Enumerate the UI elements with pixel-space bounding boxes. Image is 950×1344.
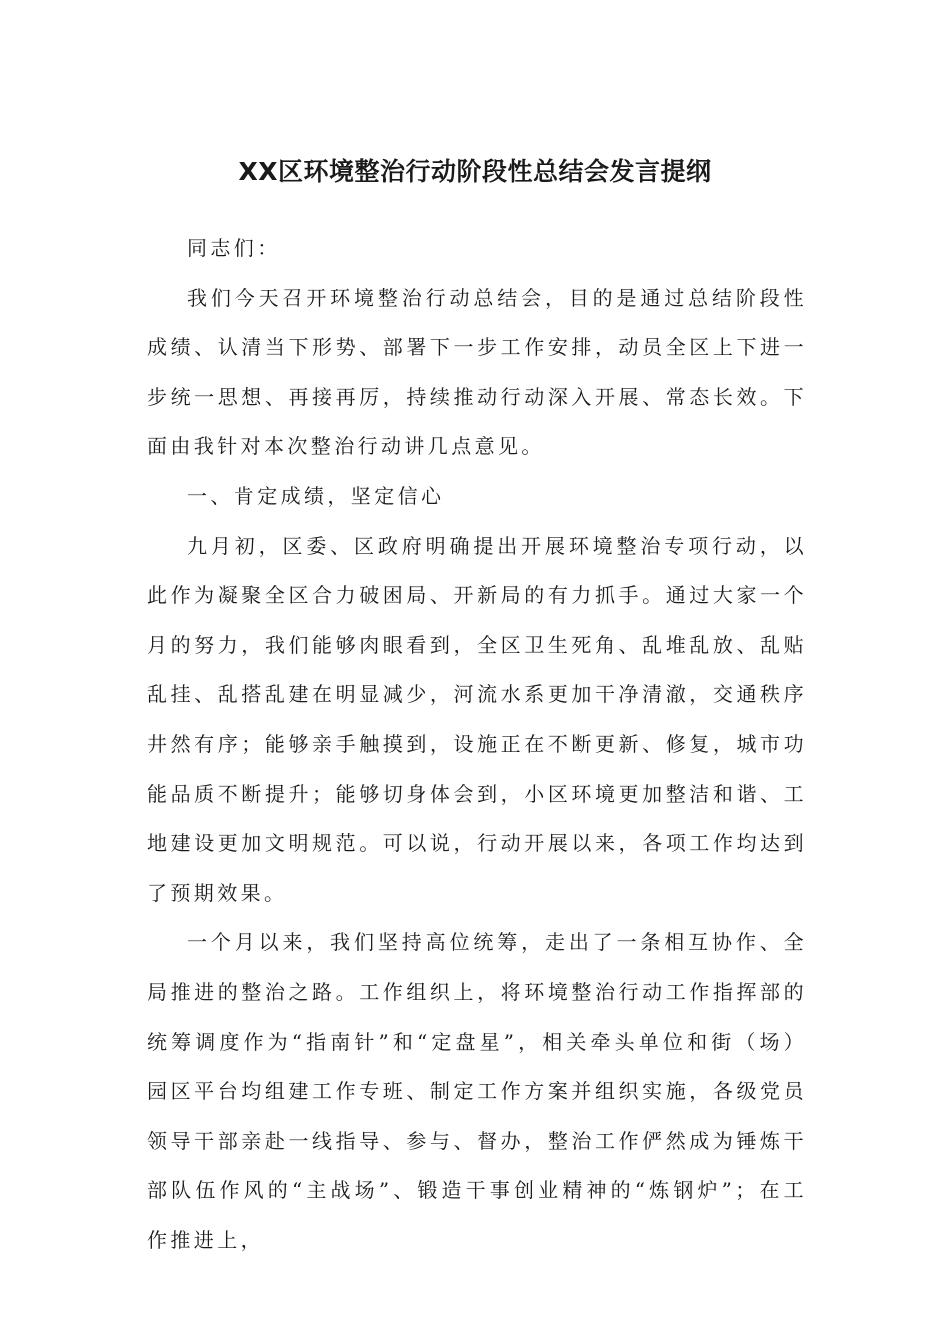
intro-paragraph: 我们今天召开环境整治行动总结会，目的是通过总结阶段性成绩、认清当下形势、部署下一步工作安排，动员全区上下进一步统一思想、再接再厉，持续推动行动深入开展、常态长效。下面由我针对本次整治行动讲几点意见。 bbox=[147, 285, 807, 459]
document-body bbox=[147, 224, 807, 1265]
document-title: XX区环境整治行动阶段性总结会发言提纲 bbox=[238, 157, 712, 186]
coordination-paragraph: 一个月以来，我们坚持高位统筹，走出了一条相互协作、全局推进的整治之路。工作组织上，将环境整治行动工作指挥部的统筹调度作为“指南针”和“定盘星”，相关牵头单位和街（场）园区平台均组建工作专班、制定工作方案并组织实施，各级党员领导干部亲赴一线指导、参与、督办，整治工作俨然成为锤炼干部队伍作风的“主战场”、锻造干事创业精神的“炼钢炉”；在工作推进上， bbox=[147, 930, 807, 1252]
achievements-paragraph: 九月初，区委、区政府明确提出开展环境整治专项行动，以此作为凝聚全区合力破困局、开新局的有力抓手。通过大家一个月的努力，我们能够肉眼看到，全区卫生死角、乱堆乱放、乱贴乱挂、乱搭乱建在明显减少，河流水系更加干净清澈，交通秩序井然有序；能够亲手触摸到，设施正在不断更新、修复，城市功能品质不断提升；能够切身体会到，小区环境更加整洁和谐、工地建设更加文明规范。可以说，行动开展以来，各项工作均达到了预期效果。 bbox=[147, 533, 807, 905]
salutation-paragraph: 同志们： bbox=[187, 236, 281, 260]
section-heading: 一、肯定成绩，坚定信心 bbox=[187, 483, 445, 508]
